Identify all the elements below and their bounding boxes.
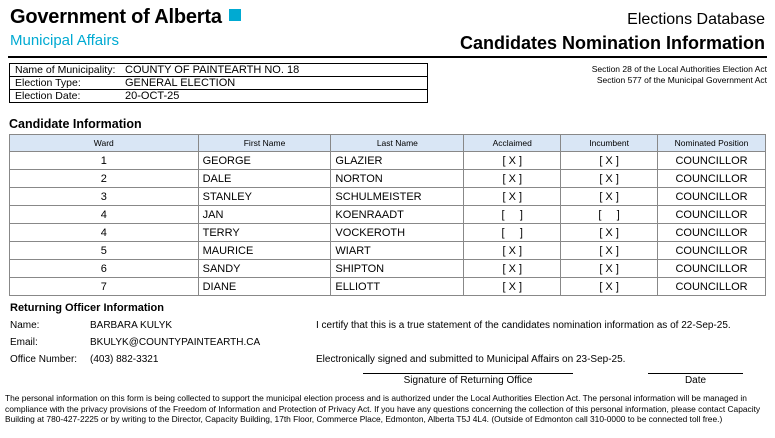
acclaimed-cell: [ X ] [464,170,561,188]
government-title-text: Government of Alberta [10,6,222,28]
first-name-cell: TERRY [198,224,331,242]
first-name-cell: STANLEY [198,188,331,206]
ward-cell: 4 [10,224,199,242]
table-header-row [10,135,766,152]
incumbent-cell: [ X ] [561,242,658,260]
government-logo [10,6,241,50]
last-name-cell: VOCKEROTH [331,224,464,242]
date-label: Date [684,375,707,386]
first-name-cell: MAURICE [198,242,331,260]
certification-statement: I certify that this is a true statement of the candidates nomination information as of 22-Sep-25. [316,320,731,331]
position-cell: COUNCILLOR [658,224,766,242]
incumbent-cell: [ X ] [561,224,658,242]
last-name-cell: SHIPTON [331,260,464,278]
logo-square-icon [229,9,241,21]
incumbent-cell: [ X ] [561,260,658,278]
last-name-cell: ELLIOTT [331,278,464,296]
position-cell: COUNCILLOR [658,278,766,296]
officer-email-value: BKULYK@COUNTYPAINTEARTH.CA [90,337,261,348]
incumbent-cell: [ ] [561,206,658,224]
last-name-cell: NORTON [331,170,464,188]
ward-cell: 5 [10,242,199,260]
election-date-value: 20-OCT-25 [125,90,180,102]
ward-cell: 6 [10,260,199,278]
ward-cell: 4 [10,206,199,224]
incumbent-cell: [ X ] [561,278,658,296]
returning-officer-title: Returning Officer Information [10,302,164,314]
signature-line [363,373,573,374]
municipality-info-box [9,63,428,103]
election-type-value: GENERAL ELECTION [125,77,236,89]
last-name-cell: GLAZIER [331,152,464,170]
privacy-notice: The personal information on this form is being collected to support the municipal election process and is authorized under the Local Authorities Election Act. The personal information will be managed in compliance with the privacy provisions of the Freedom of Information and Protection of Privacy Act. If you have any questions concerning the collection of this personal information, please contact Capacity Building at 780-427-2225 or by writing to the Director, Capacity Building, 17th Floor, Commerce Place, Edmonton, Alberta T5J 4L4. (Outside of Edmonton call 310-0000 to be connected toll free.) [5,393,761,425]
ward-cell: 2 [10,170,199,188]
position-cell: COUNCILLOR [658,170,766,188]
document-header [460,10,765,54]
table-row [10,152,766,170]
position-cell: COUNCILLOR [658,152,766,170]
table-row [10,188,766,206]
position-cell: COUNCILLOR [658,188,766,206]
column-header-acclaimed: Acclaimed [464,135,561,152]
ward-cell: 7 [10,278,199,296]
officer-name-value: BARBARA KULYK [90,320,173,331]
database-name: Elections Database [627,11,765,28]
first-name-cell: SANDY [198,260,331,278]
column-header-first-name: First Name [198,135,331,152]
incumbent-cell: [ X ] [561,170,658,188]
candidate-rows [10,152,766,296]
first-name-cell: DALE [198,170,331,188]
first-name-cell: JAN [198,206,331,224]
officer-name-label: Name: [10,320,40,331]
election-type-row [10,77,427,90]
table-row [10,206,766,224]
officer-phone-label: Office Number: [10,354,78,365]
table-row [10,170,766,188]
acclaimed-cell: [ ] [464,206,561,224]
candidate-section-title: Candidate Information [9,117,142,131]
position-cell: COUNCILLOR [658,242,766,260]
position-cell: COUNCILLOR [658,206,766,224]
submission-statement: Electronically signed and submitted to Municipal Affairs on 23-Sep-25. [316,354,626,365]
table-row [10,260,766,278]
officer-name-row [10,320,173,331]
municipality-name-row [10,64,427,77]
candidate-table [9,134,766,296]
incumbent-cell: [ X ] [561,188,658,206]
first-name-cell: DIANE [198,278,331,296]
ward-cell: 3 [10,188,199,206]
date-line [648,373,743,374]
election-date-row [10,90,427,103]
column-header-position: Nominated Position [658,135,766,152]
column-header-last-name: Last Name [331,135,464,152]
header-divider [8,56,767,58]
acclaimed-cell: [ X ] [464,242,561,260]
last-name-cell: WIART [331,242,464,260]
incumbent-cell: [ X ] [561,152,658,170]
signature-label: Signature of Returning Office [403,375,533,386]
column-header-ward: Ward [10,135,199,152]
election-type-label: Election Type: [15,77,81,89]
election-date-label: Election Date: [15,90,81,102]
page-title: Candidates Nomination Information [459,33,765,53]
acclaimed-cell: [ X ] [464,152,561,170]
acclaimed-cell: [ X ] [464,188,561,206]
legislation-reference [592,64,767,86]
table-row [10,224,766,242]
first-name-cell: GEORGE [198,152,331,170]
government-title [10,6,241,28]
officer-phone-row [10,354,159,365]
table-row [10,242,766,260]
acclaimed-cell: [ ] [464,224,561,242]
officer-email-label: Email: [10,337,38,348]
last-name-cell: KOENRAADT [331,206,464,224]
position-cell: COUNCILLOR [658,260,766,278]
ward-cell: 1 [10,152,199,170]
officer-email-row [10,337,261,348]
ministry-name: Municipal Affairs [10,32,119,49]
column-header-incumbent: Incumbent [561,135,658,152]
officer-phone-value: (403) 882-3321 [90,354,159,365]
municipality-name-label: Name of Municipality: [15,64,116,76]
legislation-line-2: Section 577 of the Municipal Government Act [596,75,767,85]
legislation-line-1: Section 28 of the Local Authorities Election Act [591,64,767,74]
acclaimed-cell: [ X ] [464,260,561,278]
table-row [10,278,766,296]
acclaimed-cell: [ X ] [464,278,561,296]
municipality-name-value: COUNTY OF PAINTEARTH NO. 18 [125,64,300,76]
last-name-cell: SCHULMEISTER [331,188,464,206]
